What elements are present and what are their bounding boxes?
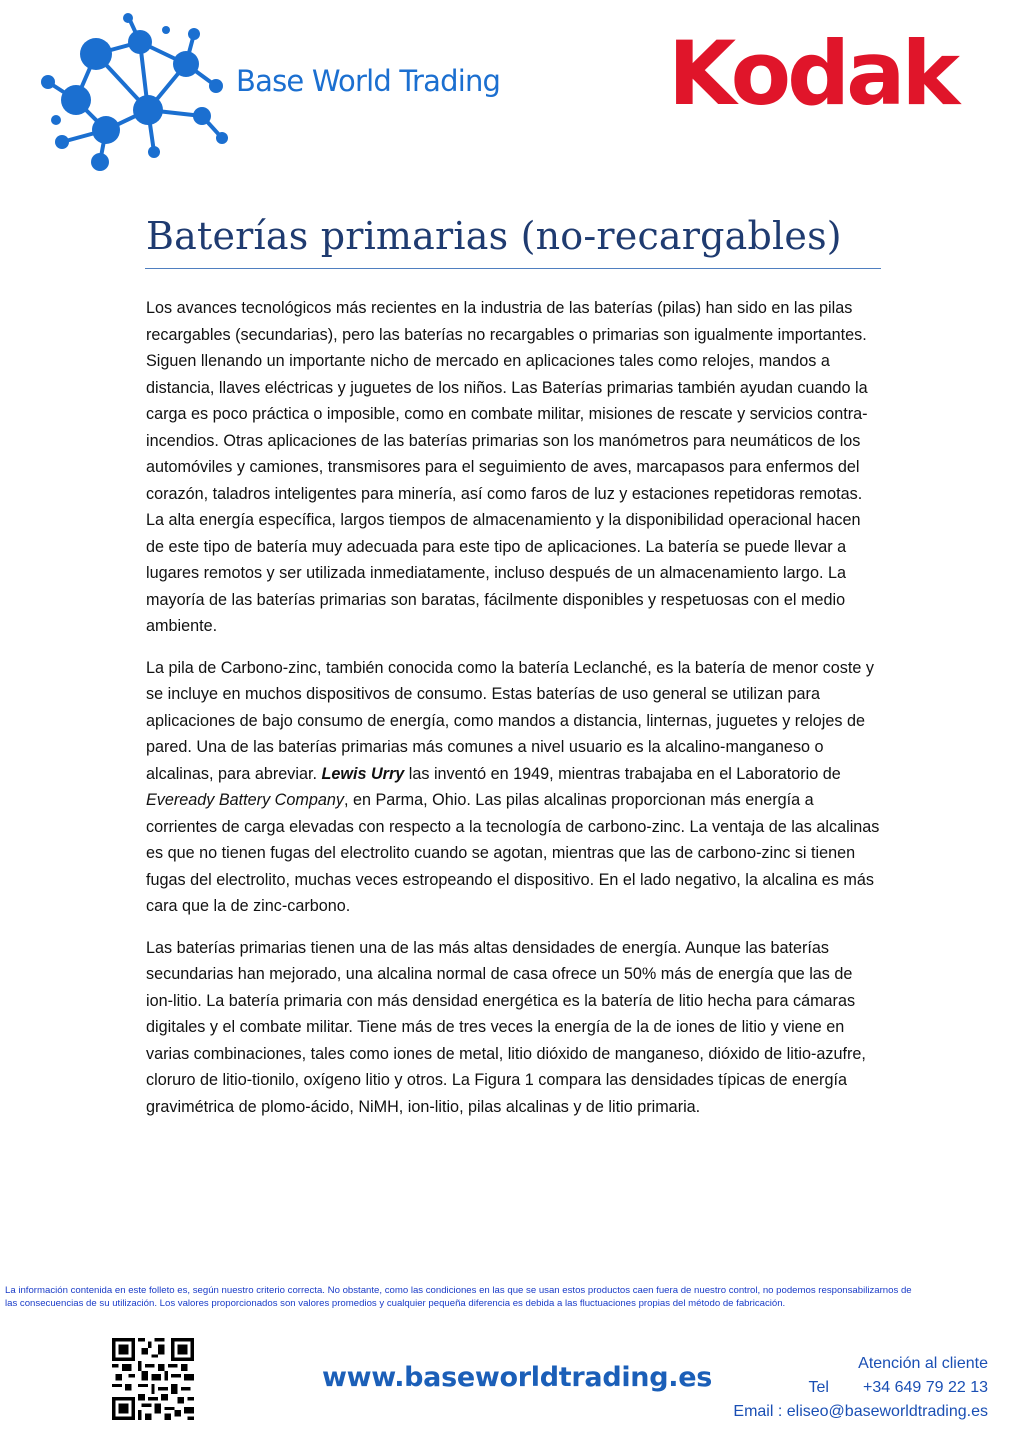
inventor-name: Lewis Urry (321, 764, 405, 783)
paragraph-2-part-c: , en Parma, Ohio. Las pilas alcalinas proporcionan más energía a corrientes de carga elevadas con respecto a la tecnología de carbono-zinc. La ventaja de las alcalinas es que no tienen fugas del electrolito cuando se agotan, mientras que las de carbono-zinc si tienen fugas del electrolito, muchas veces estropeando el dispositivo. En el lado negativo, la alcalina es más cara que la de zinc-carbono. (146, 791, 880, 915)
contact-block (733, 1352, 988, 1424)
disclaimer (5, 1285, 1017, 1310)
paragraph-2 (146, 655, 882, 920)
kodak-logo: Kodak (668, 22, 956, 125)
page-title: Baterías primarias (no-recargables) (146, 214, 842, 258)
paragraph-2-part-a: La pila de Carbono-zinc, también conocida como la batería Leclanché, es la batería de menor coste y se incluye en muchos dispositivos de consumo. Estas baterías de uso general se utilizan para aplicaciones de bajo consumo de energía, como mandos a distancia, linternas, juguetes y relojes de pared. Una de las baterías primarias más comunes a nivel usuario es la alcalino-manganeso o alcalinas, para abreviar. (146, 658, 874, 783)
qr-code[interactable] (112, 1338, 194, 1420)
article-body (146, 295, 882, 1135)
phone-label: Tel (808, 1379, 829, 1396)
customer-service-label: Atención al cliente (858, 1355, 988, 1372)
molecule-logo-icon (36, 12, 236, 190)
email-line[interactable]: Email : eliseo@baseworldtrading.es (733, 1403, 988, 1420)
company-reference: Eveready Battery Company (146, 791, 344, 809)
paragraph-1: Los avances tecnológicos más recientes en la industria de las baterías (pilas) han sido en las pilas recargables (secundarias), pero las baterías no recargables o primarias son igualmente importantes. Siguen llenando un importante nicho de mercado en aplicaciones tales como relojes, mandos a distancia, llaves eléctricas y juguetes de los niños. Las Baterías primarias también ayudan cuando la carga es poco práctica o imposible, como en combate militar, misiones de rescate y servicios contra-incendios. Otras aplicaciones de las baterías primarias son los manómetros para neumáticos de los automóviles y camiones, transmisores para el seguimiento de aves, marcapasos para enfermos del corazón, taladros inteligentes para minería, así como faros de luz y estaciones repetidoras remotas. La alta energía específica, largos tiempos de almacenamiento y la disponibilidad operacional hacen de este tipo de batería muy adecuada para este tipo de aplicaciones. La batería se puede llevar a lugares remotos y ser utilizada inmediatamente, incluso después de un almacenamiento largo. La mayoría de las baterías primarias son baratas, fácilmente disponibles y respetuosas con el medio ambiente. (146, 299, 868, 635)
disclaimer-line-2: las consecuencias de su utilización. Los valores proporcionados son valores promedios y cualquier pequeña diferencia es debida a las fluctuaciones propias del método de fabricación. (5, 1297, 786, 1309)
phone-number[interactable]: +34 649 79 22 13 (862, 1379, 988, 1396)
website-link[interactable]: www.baseworldtrading.es (322, 1362, 712, 1393)
paragraph-3: Las baterías primarias tienen una de las más altas densidades de energía. Aunque las baterías secundarias han mejorado, una alcalina normal de casa ofrece un 50% más de energía que las de ion-litio. La batería primaria con más densidad energética es la batería de litio hecha para cámaras digitales y el combate militar. Tiene más de tres veces la energía de la de iones de litio y viene en varias combinaciones, tales como iones de metal, litio dióxido de manganeso, dióxido de litio-azufre, cloruro de litio-tionilo, oxígeno litio y otros. La Figura 1 compara las densidades típicas de energía gravimétrica de plomo-ácido, NiMH, ion-litio, pilas alcalinas y de litio primaria. (146, 938, 866, 1116)
phone-row (733, 1376, 988, 1400)
disclaimer-line-1: La información contenida en este folleto es, según nuestro criterio correcta. No obstante, como las condiciones en las que se usan estos productos caen fuera de nuestro control, no podemos responsabilizarnos de (5, 1285, 912, 1296)
title-underline (145, 268, 881, 269)
qr-code-icon (112, 1338, 194, 1420)
base-world-trading-logo (36, 12, 516, 190)
paragraph-2-part-b: las inventó en 1949, mientras trabajaba en el Laboratorio de (404, 764, 841, 783)
company-name: Base World Trading (236, 64, 501, 98)
